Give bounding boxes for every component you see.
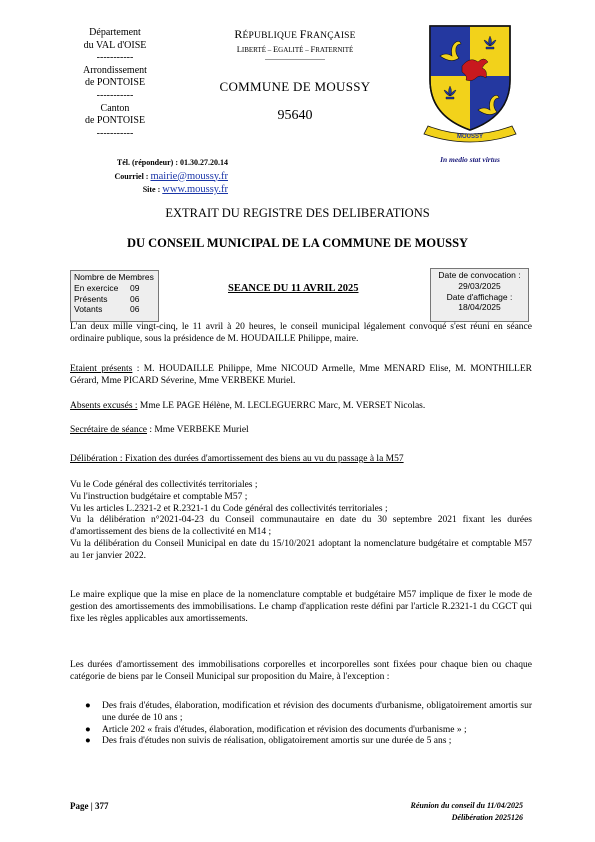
- site-line: [28, 183, 228, 197]
- document-title: EXTRAIT DU REGISTRE DES DELIBERATIONS: [165, 206, 430, 220]
- dept-line: Arrondissement: [83, 64, 147, 76]
- members-box: [70, 270, 159, 322]
- bullet-icon: ●: [85, 736, 91, 747]
- contact-block: [28, 156, 228, 197]
- seance-title: SEANCE DU 11 AVRIL 2025: [228, 283, 359, 294]
- affichage-date: 18/04/2025: [458, 302, 501, 313]
- crest-banner-text: MOUSSY: [456, 134, 484, 140]
- vu-line: Vu la délibération n°2021-04-23 du Conseil communautaire en date du 30 septembre 2021 fixant les durées d'amortissement des biens de la collectivité en M14 ;: [70, 515, 532, 538]
- convocation-date: 29/03/2025: [458, 280, 501, 291]
- republic-motto: LIBERTÉ – EGALITÉ – FRATERNITÉ: [236, 44, 354, 54]
- bullet-icon: ●: [85, 724, 91, 735]
- dept-line: de PONTOISE: [84, 77, 146, 89]
- department-block: [58, 27, 172, 140]
- deliberation-title: Délibération : Fixation des durées d'amortissement des biens au vu du passage à la M57: [70, 454, 404, 464]
- dept-line: -----------: [96, 127, 134, 139]
- absents-paragraph: Absents excusés : Mme LE PAGE Hélène, M. LECLEGUERRC Marc, M. VERSET Nicolas.: [70, 401, 426, 411]
- republic-header: [195, 27, 395, 60]
- email-line: [28, 170, 228, 184]
- site-label: Site :: [142, 185, 163, 194]
- document-subtitle: DU CONSEIL MUNICIPAL DE LA COMMUNE DE MOUSSY: [126, 236, 469, 250]
- crest-motto: In medio stat virtus: [440, 155, 500, 164]
- page-number: Page | 377: [70, 801, 109, 811]
- dept-line: du VAL d'OISE: [83, 39, 147, 51]
- footer-reference: [360, 800, 523, 824]
- website-link[interactable]: www.moussy.fr: [162, 184, 228, 195]
- presents-paragraph: Etaient présents : M. HOUDAILLE Philippe, Mme NICOUD Armelle, Mme MENARD Elise, M. MONTHILLER Gérard, Mme PICARD Séverine, Mme VERBEKE Muriel.: [70, 364, 532, 386]
- list-item: ● Article 202 « frais d'études, élaboration, modification et révision des documents d'urbanisme » ;: [85, 724, 467, 735]
- phone-number: Tél. (répondeur) : 01.30.27.20.14: [116, 158, 228, 167]
- email-label: Courriel :: [114, 171, 151, 181]
- email-link[interactable]: mairie@moussy.fr: [150, 170, 228, 182]
- vu-line: Vu la délibération du Conseil Municipal en date du 15/10/2021 adoptant la nomenclature budgétaire et comptable M57 au 1er janvier 2022.: [70, 538, 532, 561]
- divider: [265, 59, 325, 60]
- affichage-label: Date d'affichage :: [446, 291, 513, 302]
- dates-box: [430, 268, 529, 322]
- list-item: ● Des frais d'études non suivis de réalisation, obligatoirement amortis sur une durée de 5 ans ;: [85, 736, 452, 747]
- secretary-paragraph: Secrétaire de séance : Mme VERBEKE Muriel: [70, 425, 249, 435]
- convocation-label: Date de convocation :: [438, 270, 521, 280]
- maire-paragraph: Le maire explique que la mise en place de la nomenclature comptable et budgétaire M57 implique de fixer le mode de gestion des amortissements des immobilisations. Le champ d'application reste défini par l'article R.2321-1 du CGCT qui fixe les règles applicables aux amortissements.: [70, 590, 532, 624]
- members-row: Présents 06: [74, 293, 140, 304]
- dept-line: de PONTOISE: [84, 115, 146, 127]
- postal-code: 95640: [277, 108, 313, 123]
- list-item: ● Des frais d'études, élaboration, modification et révision des documents d'urbanisme, obligatoirement amortis sur une durée de 10 ans ;: [85, 701, 532, 723]
- deliberation-number: Délibération 2025126: [451, 813, 523, 822]
- members-header: Nombre de Membres: [74, 272, 154, 282]
- commune-name: COMMUNE DE MOUSSY: [219, 79, 371, 94]
- republic-title: RÉPUBLIQUE FRANÇAISE: [234, 27, 356, 41]
- durees-paragraph: Les durées d'amortissement des immobilisations corporelles et incorporelles sont fixées pour chaque bien ou chaque catégorie de biens par le Conseil Municipal sur proposition du Maire, à l'exception :: [70, 660, 532, 682]
- vu-line: Vu l'instruction budgétaire et comptable M57 ;: [70, 491, 248, 502]
- vu-list: [70, 480, 532, 563]
- dept-line: -----------: [96, 52, 134, 64]
- bullet-icon: ●: [85, 701, 91, 711]
- coat-of-arms-logo: [420, 18, 520, 143]
- vu-line: Vu le Code général des collectivités territoriales ;: [70, 480, 258, 490]
- dept-line: Canton: [100, 102, 130, 114]
- intro-paragraph: L'an deux mille vingt-cinq, le 11 avril à 20 heures, le conseil municipal légalement convoqué s'est réuni en séance ordinaire publique, sous la présidence de M. HOUDAILLE Philippe, maire.: [70, 322, 532, 344]
- members-row: En exercice 09: [74, 282, 140, 293]
- members-row: Votants 06: [74, 304, 140, 315]
- dept-line: Département: [89, 27, 141, 38]
- vu-line: Vu les articles L.2321-2 et R.2321-1 du Code général des collectivités territoriales ;: [70, 503, 388, 514]
- exceptions-list: [70, 701, 532, 748]
- dept-line: -----------: [96, 89, 134, 101]
- reunion-reference: Réunion du conseil du 11/04/2025: [410, 801, 523, 810]
